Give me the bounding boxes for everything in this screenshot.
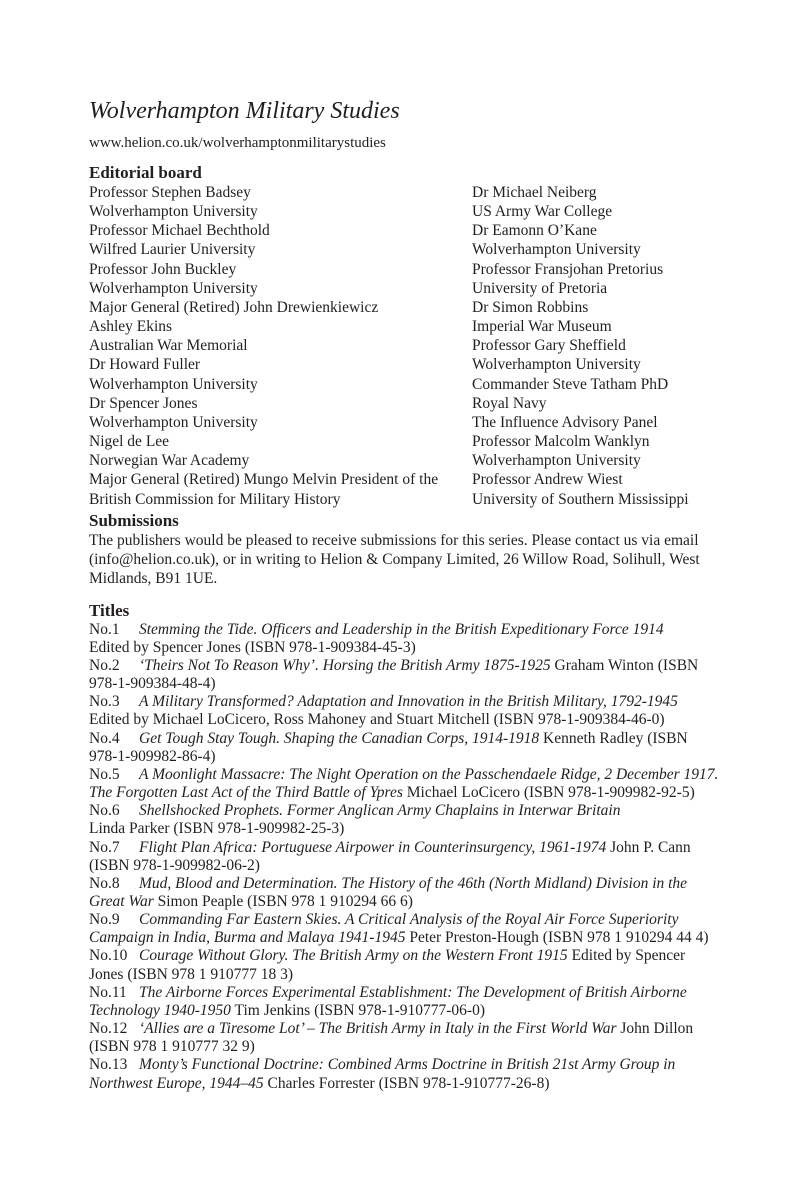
- board-member-line: Commander Steve Tatham PhD: [472, 375, 669, 393]
- board-member-line: Major General (Retired) Mungo Melvin President of the British Commission for Military History: [89, 471, 439, 508]
- board-member-line: Imperial War Museum: [472, 318, 612, 336]
- title-details: Peter Preston-Hough (ISBN 978 1 910294 44 4): [409, 929, 709, 947]
- title-entry: [89, 1056, 719, 1092]
- board-member-line: Wolverhampton University: [472, 356, 641, 374]
- title-entry: [89, 1020, 719, 1056]
- board-member-line: Norwegian War Academy: [89, 452, 250, 470]
- board-member-line: University of Pretoria: [472, 279, 608, 297]
- board-member-line: Wilfred Laurier University: [89, 241, 256, 259]
- editorial-board: [89, 183, 719, 509]
- title-name: ‘Theirs Not To Reason Why’. Horsing the British Army 1875-1925: [139, 656, 551, 674]
- submissions-text: The publishers would be pleased to receive submissions for this series. Please contact us via email (info@helion.co.uk), or in writing to Helion & Company Limited, 26 Willow Road, Solihull, West Midlands, B91 1UE.: [89, 531, 700, 587]
- board-member-line: Dr Howard Fuller: [89, 356, 201, 374]
- page: [89, 96, 719, 1093]
- submissions-heading: Submissions: [89, 510, 179, 530]
- title-number: No.3: [89, 693, 120, 711]
- series-url: www.helion.co.uk/wolverhamptonmilitarystudies: [89, 135, 386, 151]
- title-details: John P. Cann (ISBN 978-1-909982-06-2): [89, 838, 691, 874]
- title-name: Get Tough Stay Tough. Shaping the Canadian Corps, 1914-1918: [139, 729, 540, 747]
- board-member-line: Dr Eamonn O’Kane: [472, 222, 597, 240]
- title-name: Stemming the Tide. Officers and Leadership in the British Expeditionary Force 1914: [139, 620, 664, 638]
- title-name: Mud, Blood and Determination. The History of the 46th (North Midland) Division in the Great War: [89, 874, 688, 910]
- editorial-board-left-column: [89, 183, 472, 509]
- title-number: No.11: [89, 983, 127, 1001]
- board-member-line: Wolverhampton University: [472, 241, 641, 259]
- title-entry: [89, 947, 719, 983]
- title-number: No.9: [89, 911, 120, 929]
- board-member-line: The Influence Advisory Panel: [472, 413, 658, 431]
- title-details: Kenneth Radley (ISBN 978-1-909982-86-4): [89, 729, 688, 765]
- series-title: Wolverhampton Military Studies: [89, 98, 400, 124]
- title-number: No.6: [89, 802, 120, 820]
- title-details: Linda Parker (ISBN 978-1-909982-25-3): [89, 820, 345, 838]
- title-entry: [89, 730, 719, 766]
- title-details: Charles Forrester (ISBN 978-1-910777-26-8): [267, 1074, 550, 1092]
- title-entry: [89, 657, 719, 693]
- board-member-line: Royal Navy: [472, 394, 547, 412]
- title-name: Monty’s Functional Doctrine: Combined Arms Doctrine in British 21st Army Group in Northwest Europe, 1944–45: [89, 1056, 676, 1092]
- title-details: Graham Winton (ISBN 978-1-909384-48-4): [89, 656, 699, 693]
- title-entry: [89, 802, 719, 838]
- board-member-line: Professor Andrew Wiest: [472, 471, 623, 489]
- title-number: No.2: [89, 656, 120, 674]
- board-member-line: Australian War Memorial: [89, 337, 248, 355]
- title-details: John Dillon (ISBN 978 1 910777 32 9): [89, 1020, 694, 1056]
- board-member-line: Professor Malcolm Wanklyn: [472, 433, 650, 451]
- board-member-line: Wolverhampton University: [472, 452, 641, 470]
- title-name: Commanding Far Eastern Skies. A Critical Analysis of the Royal Air Force Superiority Campaign in India, Burma and Malaya 1941-1945: [89, 911, 679, 947]
- board-member-line: Professor Michael Bechthold: [89, 222, 270, 240]
- board-member-line: Wolverhampton University: [89, 375, 258, 393]
- title-details: Edited by Michael LoCicero, Ross Mahoney and Stuart Mitchell (ISBN 978-1-909384-46-0): [89, 711, 665, 729]
- title-name: A Military Transformed? Adaptation and Innovation in the British Military, 1792-1945: [139, 693, 678, 711]
- title-number: No.1: [89, 620, 120, 638]
- board-member-line: Professor Stephen Badsey: [89, 184, 251, 201]
- title-entry: [89, 911, 719, 947]
- title-name: A Moonlight Massacre: The Night Operation on the Passchendaele Ridge, 2 December 1917. The Forgotten Last Act of the Third Battle of Ypres: [89, 765, 719, 802]
- board-member-line: US Army War College: [472, 203, 613, 221]
- title-number: No.13: [89, 1056, 128, 1074]
- board-member-line: Nigel de Lee: [89, 433, 170, 451]
- title-entry: [89, 766, 719, 802]
- board-member-line: Wolverhampton University: [89, 413, 258, 431]
- title-name: ‘Allies are a Tiresome Lot’ – The British Army in Italy in the First World War: [139, 1020, 617, 1038]
- title-number: No.7: [89, 838, 120, 856]
- title-details: Tim Jenkins (ISBN 978-1-910777-06-0): [234, 1001, 485, 1019]
- title-name: Shellshocked Prophets. Former Anglican Army Chaplains in Interwar Britain: [139, 802, 621, 820]
- title-details: Edited by Spencer Jones (ISBN 978 1 910777 18 3): [89, 947, 686, 983]
- titles-list: [89, 621, 719, 1093]
- title-number: No.10: [89, 947, 128, 965]
- title-name: Flight Plan Africa: Portuguese Airpower in Counterinsurgency, 1961-1974: [139, 838, 607, 856]
- title-entry: [89, 693, 719, 729]
- board-member-line: Wolverhampton University: [89, 203, 258, 221]
- title-number: No.5: [89, 765, 120, 783]
- title-entry: [89, 875, 719, 911]
- board-member-line: Dr Michael Neiberg: [472, 184, 597, 201]
- editorial-board-heading: Editorial board: [89, 163, 202, 182]
- board-member-line: Professor Fransjohan Pretorius: [472, 260, 664, 278]
- title-details: Michael LoCicero (ISBN 978-1-909982-92-5): [406, 784, 695, 802]
- board-member-line: Ashley Ekins: [89, 318, 173, 336]
- title-entry: [89, 984, 719, 1020]
- title-entry: [89, 621, 719, 657]
- board-member-line: Professor John Buckley: [89, 260, 237, 278]
- board-member-line: Dr Spencer Jones: [89, 394, 198, 412]
- title-details: Edited by Spencer Jones (ISBN 978-1-909384-45-3): [89, 638, 416, 656]
- title-number: No.8: [89, 874, 120, 892]
- title-name: Courage Without Glory. The British Army on the Western Front 1915: [139, 947, 568, 965]
- title-number: No.12: [89, 1020, 128, 1038]
- board-member-line: Dr Simon Robbins: [472, 298, 589, 316]
- board-member-line: University of Southern Mississippi: [472, 490, 689, 508]
- title-details: Simon Peaple (ISBN 978 1 910294 66 6): [157, 893, 413, 910]
- titles-heading: Titles: [89, 600, 130, 620]
- board-member-line: Wolverhampton University: [89, 279, 258, 297]
- title-entry: [89, 839, 719, 875]
- title-name: The Airborne Forces Experimental Establishment: The Development of British Airborne Technology 1940-1950: [89, 983, 687, 1019]
- editorial-board-right-column: [472, 183, 717, 509]
- board-member-line: Professor Gary Sheffield: [472, 337, 626, 355]
- board-member-line: Major General (Retired) John Drewienkiewicz: [89, 298, 379, 316]
- title-number: No.4: [89, 729, 120, 747]
